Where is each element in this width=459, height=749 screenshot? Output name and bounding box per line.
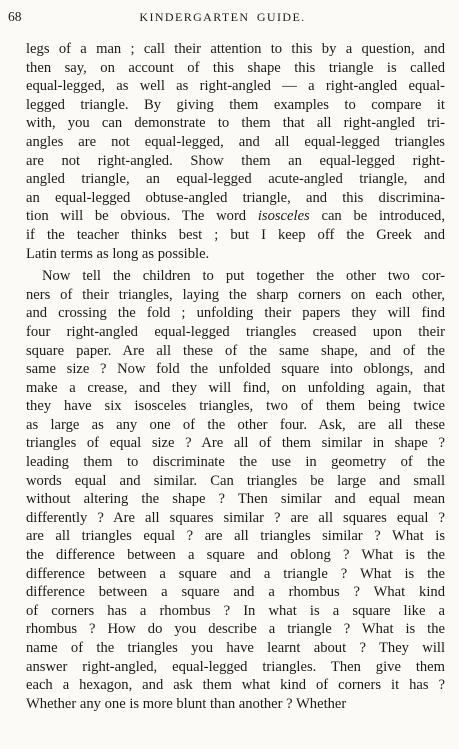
- text-line: words equal and similar. Can triangles be large and small: [26, 472, 445, 489]
- text-line: Now tell the children to put together the other two cor-: [42, 268, 445, 285]
- text-line: legged triangle. By giving them examples to compare it: [26, 96, 445, 113]
- paragraph: [26, 267, 445, 713]
- text-segment: tion will be obvious. The word: [26, 208, 258, 225]
- text-line: [26, 207, 445, 226]
- text-line: difference between a square and a triangle ? What is the: [26, 565, 445, 582]
- italic-term: isosceles: [257, 208, 310, 225]
- text-line: as large as any one of the other four. Ask, are all these: [26, 416, 445, 433]
- text-line: an equal-legged obtuse-angled triangle, and this discrimina-: [26, 189, 445, 206]
- text-line: four right-angled equal-legged triangles creased upon their: [26, 323, 445, 340]
- text-line: answer right-angled, equal-legged triangles. Then give them: [26, 658, 445, 675]
- running-head: [8, 7, 437, 27]
- page-number: 68: [8, 9, 22, 24]
- text-line: without altering the shape ? Then similar and equal mean: [26, 491, 445, 508]
- text-line: are not right-angled. Show them an equal-legged right-: [26, 152, 445, 169]
- text-line: then say, on account of this shape this triangle is called: [26, 59, 445, 76]
- text-line: angled triangle, an equal-legged acute-angled triangle, and: [26, 171, 445, 188]
- text-line: name of the triangles you have learnt about ? They will: [26, 640, 445, 656]
- body-text: [26, 40, 445, 713]
- text-line: difference between a square and a rhombus ? What kind: [26, 584, 445, 601]
- text-line: equal-legged, as well as right-angled — a right-angled equal-: [26, 78, 445, 95]
- text-line: each a hexagon, and ask them what kind of corners it has ?: [26, 677, 445, 694]
- text-line: ners of their triangles, laying the sharp corners on each other,: [26, 286, 445, 303]
- text-line: Whether any one is more blunt than another ? Whether: [26, 695, 347, 712]
- text-line: and crossing the fold ; unfolding their papers they will find: [26, 305, 445, 322]
- text-segment: can be introduced,: [309, 208, 445, 225]
- text-line: leading them to discriminate the use in geometry of the: [26, 454, 445, 471]
- text-line: rhombus ? How do you describe a triangle ? What is the: [26, 621, 445, 638]
- text-line: square paper. Are all these of the same shape, and of the: [26, 342, 445, 359]
- paragraph: [26, 40, 445, 263]
- text-line: differently ? Are all squares similar ? are all squares equal ?: [26, 509, 445, 526]
- text-line: they have six isosceles triangles, two of them being twice: [26, 398, 445, 415]
- text-line: Latin terms as long as possible.: [26, 245, 210, 262]
- text-line: legs of a man ; call their attention to this by a question, and: [26, 41, 445, 57]
- text-line: angles are not equal-legged, and all equal-legged triangles: [26, 133, 445, 150]
- text-line: with, you can demonstrate to them that all right-angled tri-: [26, 115, 445, 132]
- text-line: if the teacher thinks best ; but I keep off the Greek and: [26, 226, 445, 243]
- text-line: triangles of equal size ? Are all of them similar in shape ?: [26, 435, 445, 452]
- text-line: of corners has a rhombus ? In what is a square like a: [26, 602, 445, 619]
- text-line: same size ? Now fold the unfolded square into oblongs, and: [26, 361, 445, 378]
- text-line: make a crease, and they will find, on unfolding again, that: [26, 379, 445, 396]
- text-line: the difference between a square and oblong ? What is the: [26, 547, 445, 564]
- running-title: KINDERGARTEN GUIDE.: [139, 10, 306, 24]
- text-line: are all triangles equal ? are all triangles similar ? What is: [26, 528, 445, 545]
